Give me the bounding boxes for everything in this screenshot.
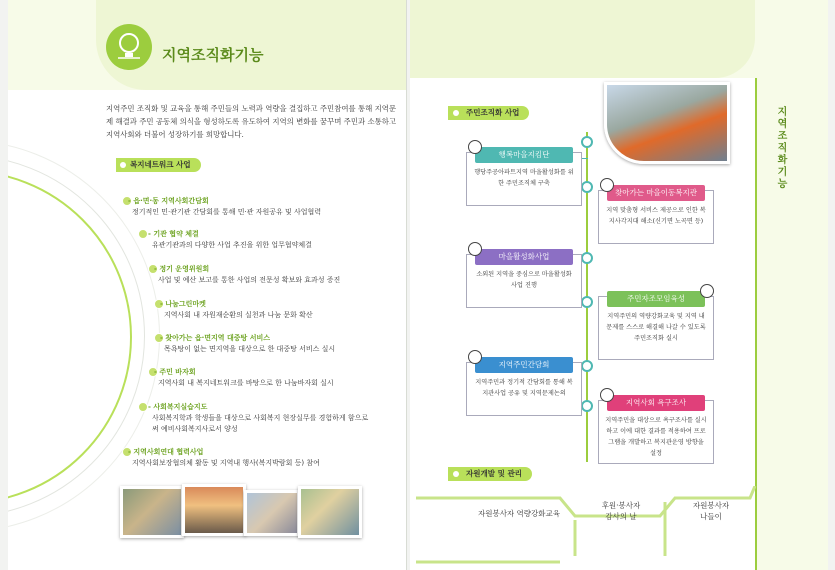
item-title: - 주민 바자회 (154, 368, 196, 376)
item-title: - 나눔그린마켓 (160, 300, 206, 308)
item-desc: 정기적인 민·관기관 간담회를 통해 민·관 자원공유 및 사업협력 (132, 208, 322, 216)
card-desc: 지역주민을 대상으로 욕구조사를 실시하고 이에 대한 결과를 적용하여 프로그램을 개발하고 복지관운영 방향을 설정 (605, 417, 707, 457)
item-desc: 지역사회 내 자원재순환의 실천과 나눔 문화 확산 (164, 311, 313, 319)
timeline-node (581, 252, 593, 264)
photo-meeting (120, 486, 184, 538)
photo-volunteers (604, 82, 730, 164)
bus-icon (600, 178, 614, 192)
survey-icon (600, 388, 614, 402)
card-desc: 지역 맞춤형 서비스 제공으로 인한 복지사각지대 해소(신기면 노곡면 등) (606, 207, 706, 225)
photo-event (182, 484, 246, 536)
card-desc: 지역주민의 역량강화교육 및 지역 내 문제를 스스로 해결해 나갈 수 있도록 주민조직화 실시 (606, 313, 706, 342)
lightbulb-icon (106, 24, 152, 70)
person-icon (468, 140, 482, 154)
photo-activity (244, 490, 300, 536)
card-self-help (598, 296, 714, 360)
chat-icon (468, 350, 482, 364)
timeline-dot (138, 402, 148, 412)
card-title: 마을활성화사업 (475, 249, 573, 265)
page-title: 지역조직화기능 (162, 46, 264, 64)
bottom-item-line2: 나들이 (700, 512, 722, 521)
bottom-item (454, 508, 584, 519)
item-desc: 사회복지학과 학생들을 대상으로 사회복지 현장실무를 경험하게 함으로써 예비사회복지사로서 양성 (152, 414, 369, 433)
card-desc: 소외된 지역을 중심으로 마을활성화 사업 진행 (476, 271, 572, 289)
timeline-dot (138, 229, 148, 239)
bottom-item-line2: 감사의 날 (605, 512, 637, 521)
bottom-item (578, 500, 664, 522)
item-title: - 지역사회연대 협력사업 (128, 448, 204, 456)
item-title: - 읍·면·동 지역사회간담회 (128, 197, 209, 205)
timeline-node (581, 136, 593, 148)
right-page (410, 0, 828, 570)
intro-text: 지역주민 조직화 및 교육을 통해 주민들의 노력과 역량을 결집하고 주민참여를 통해 지역문제 해결과 주민 공동체 의식을 형성하도록 유도하여 지역의 변화를 꿈꾸며 주민과 소통하고 지역사회와 더불어 성장하기를 희망합니다. (106, 104, 397, 139)
section-tag-resident-org: 주민조직화 사업 (448, 106, 529, 120)
card-title: 지역사회 욕구조사 (607, 395, 705, 411)
card-desc: 행당주공아파트지역 마을활성화를 위한 주민조직체 구축 (474, 169, 574, 187)
left-page (8, 0, 407, 570)
card-title: 주민자조모임육성 (607, 291, 705, 307)
house-icon (468, 242, 482, 256)
section-tag-welfare-network: 복지네트워크 사업 (116, 158, 201, 172)
card-title: 행복마을지킴단 (475, 147, 573, 163)
header-band (410, 0, 828, 78)
item-desc: 지역사회보장협의체 활동 및 지역내 행사(복지박람회 등) 참여 (132, 459, 320, 467)
card-mobile-welfare (598, 190, 714, 244)
vertical-tab-text: 지역조직화기능 (775, 106, 786, 190)
section-tag-resources: 자원개발 및 관리 (448, 467, 532, 481)
photo-group (298, 486, 362, 538)
card-title: 찾아가는 마을이동복지관 (607, 185, 705, 201)
card-village-activation (466, 254, 582, 308)
item-title: - 기관 협약 체결 (148, 230, 199, 238)
timeline-node (581, 181, 593, 193)
item-desc: 유관기관과의 다양한 사업 추진을 위한 업무협약체결 (152, 241, 312, 249)
item-desc: 사업 및 예산 보고를 통한 사업의 전문성 확보와 효과성 증진 (158, 276, 341, 284)
people-icon (700, 284, 714, 298)
item-desc: 목욕탕이 없는 면지역을 대상으로 한 대중탕 서비스 실시 (164, 345, 336, 353)
card-happy-village (466, 152, 582, 206)
timeline-node (581, 360, 593, 372)
bottom-item-line1: 자원봉사자 역량강화교육 (477, 509, 561, 518)
timeline-node (581, 296, 593, 308)
card-title: 지역주민간담회 (475, 357, 573, 373)
bottom-divider-lines (410, 486, 828, 566)
item-desc: 지역사회 내 복지네트워크를 바탕으로 한 나눔바자회 실시 (158, 379, 334, 387)
bottom-item-line1: 자원봉사자 (692, 501, 730, 510)
item-title: - 정기 운영위원회 (154, 265, 210, 273)
bottom-item (668, 500, 754, 522)
timeline-node (581, 400, 593, 412)
card-resident-meeting (466, 362, 582, 416)
card-desc: 지역주민과 정기적 간담회를 통해 복지관사업 공유 및 지역문제논의 (475, 379, 573, 397)
item-title: - 찾아가는 읍·면지역 대중탕 서비스 (160, 334, 270, 342)
item-title: - 사회복지실습지도 (148, 403, 208, 411)
bottom-item-line1: 후원·봉사자 (601, 501, 641, 510)
card-needs-survey (598, 400, 714, 464)
